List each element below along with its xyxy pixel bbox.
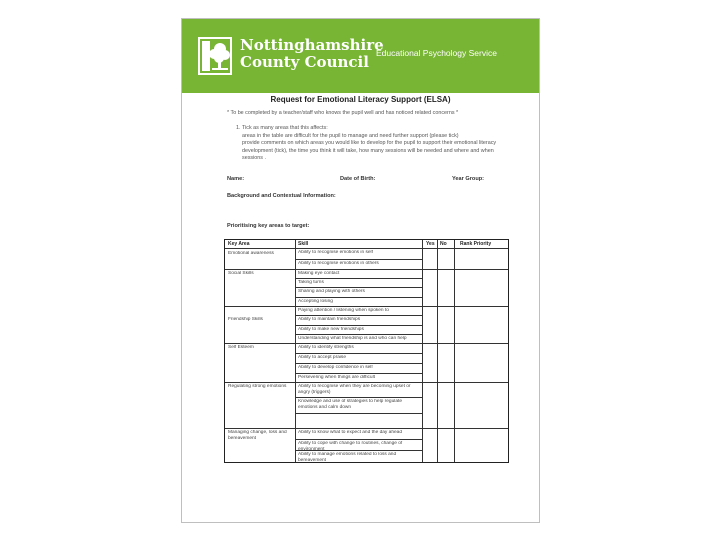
form-title: Request for Emotional Literacy Support (ELSA)	[270, 95, 451, 104]
key-area-regulating-emotions: Regulating strong emotions	[228, 384, 287, 389]
skill-item: Accepting losing	[298, 298, 333, 304]
priorities-heading: Prioritising key areas to target:	[227, 223, 310, 229]
skill-item: Ability to cope with change to routines, change of environment	[298, 440, 403, 450]
skill-divider	[295, 325, 422, 326]
skill-divider	[295, 334, 422, 335]
skill-item: Making eye contact	[298, 270, 340, 276]
council-name-line1: Nottinghamshire	[240, 36, 384, 54]
skill-item: Taking turns	[298, 280, 324, 285]
skill-item: Ability to make new friendships	[298, 326, 364, 332]
skill-item: Paying attention / listening when spoken to	[298, 307, 389, 313]
priorities-table	[224, 239, 509, 463]
skill-divider	[295, 259, 422, 260]
skill-divider	[295, 363, 422, 364]
skill-item: Ability to maintain friendships	[298, 317, 361, 322]
header-key-area: Key Area	[228, 241, 250, 247]
row-divider	[225, 428, 508, 429]
header-no: No	[440, 241, 447, 247]
skill-divider	[295, 278, 422, 279]
key-area-self-esteem: Self Esteem	[228, 345, 254, 350]
header-yes: Yes	[426, 241, 435, 247]
skill-divider	[295, 315, 422, 316]
key-area-friendship-skills: Friendship Skills	[228, 317, 263, 322]
name-label: Name:	[227, 176, 245, 182]
council-name	[240, 37, 384, 71]
document-page	[181, 18, 540, 523]
header-skill: Skill	[298, 241, 309, 247]
row-divider	[225, 248, 508, 249]
instruction-1: 1. Tick as many areas that this affects:	[242, 125, 514, 133]
skill-divider	[295, 373, 422, 374]
row-divider	[225, 382, 508, 383]
council-name-line2: County Council	[240, 53, 369, 71]
skill-item: Ability to know what to expect and the day ahead	[298, 430, 402, 435]
key-area-emotional-awareness: Emotional awareness	[228, 251, 274, 256]
skill-divider	[295, 297, 422, 298]
intro-text: * To be completed by a teacher/staff who knows the pupil well and has noticed related concerns *	[227, 110, 459, 116]
key-area-social-skills: Social Skills	[228, 271, 254, 276]
skill-divider	[295, 353, 422, 354]
instruction-3: provide comments on which areas you would like to develop for the pupil to support their emotional literacy development (tick), the time you think it will take, how many sessions will be needed and where and when sessions .	[242, 140, 497, 162]
dob-label: Date of Birth:	[340, 176, 376, 182]
skill-item: Ability to recognise emotions in others	[298, 260, 379, 266]
skill-item: Persevering when things are difficult	[298, 374, 375, 380]
key-area-managing-change: Managing change, loss and bereavement	[228, 430, 287, 441]
instructions	[234, 125, 514, 163]
skill-item: Ability to recognise emotions in self	[298, 250, 373, 255]
skill-item: Knowledge and use of strategies to help regulate emotions and calm down	[298, 399, 403, 410]
background-heading: Background and Contextual Information:	[227, 193, 336, 199]
instruction-2: areas in the table are difficult for the pupil to manage and need further support (please tick)	[242, 132, 459, 139]
header-banner	[182, 19, 539, 93]
year-group-label: Year Group:	[452, 176, 485, 182]
skill-item: Ability to manage emotions related to loss and bereavement	[298, 451, 397, 462]
skill-item: Sharing and playing with others	[298, 289, 365, 294]
skill-item: Ability to recognise when they are becoming upset or angry (triggers)	[298, 384, 411, 395]
skill-item: Understanding what friendship is and who can help	[298, 336, 407, 341]
skill-item: Ability to accept praise	[298, 355, 346, 360]
skill-divider	[295, 397, 422, 398]
skill-item: Ability to identify strengths	[298, 345, 354, 350]
service-name: Educational Psychology Service	[376, 48, 497, 58]
header-rank-priority: Rank Priority	[460, 241, 492, 247]
skill-divider	[295, 413, 422, 414]
skill-item: Ability to develop confidence in self	[298, 365, 373, 370]
oak-tree-emblem-icon	[198, 37, 232, 75]
skill-divider	[295, 287, 422, 288]
row-divider	[225, 343, 508, 344]
